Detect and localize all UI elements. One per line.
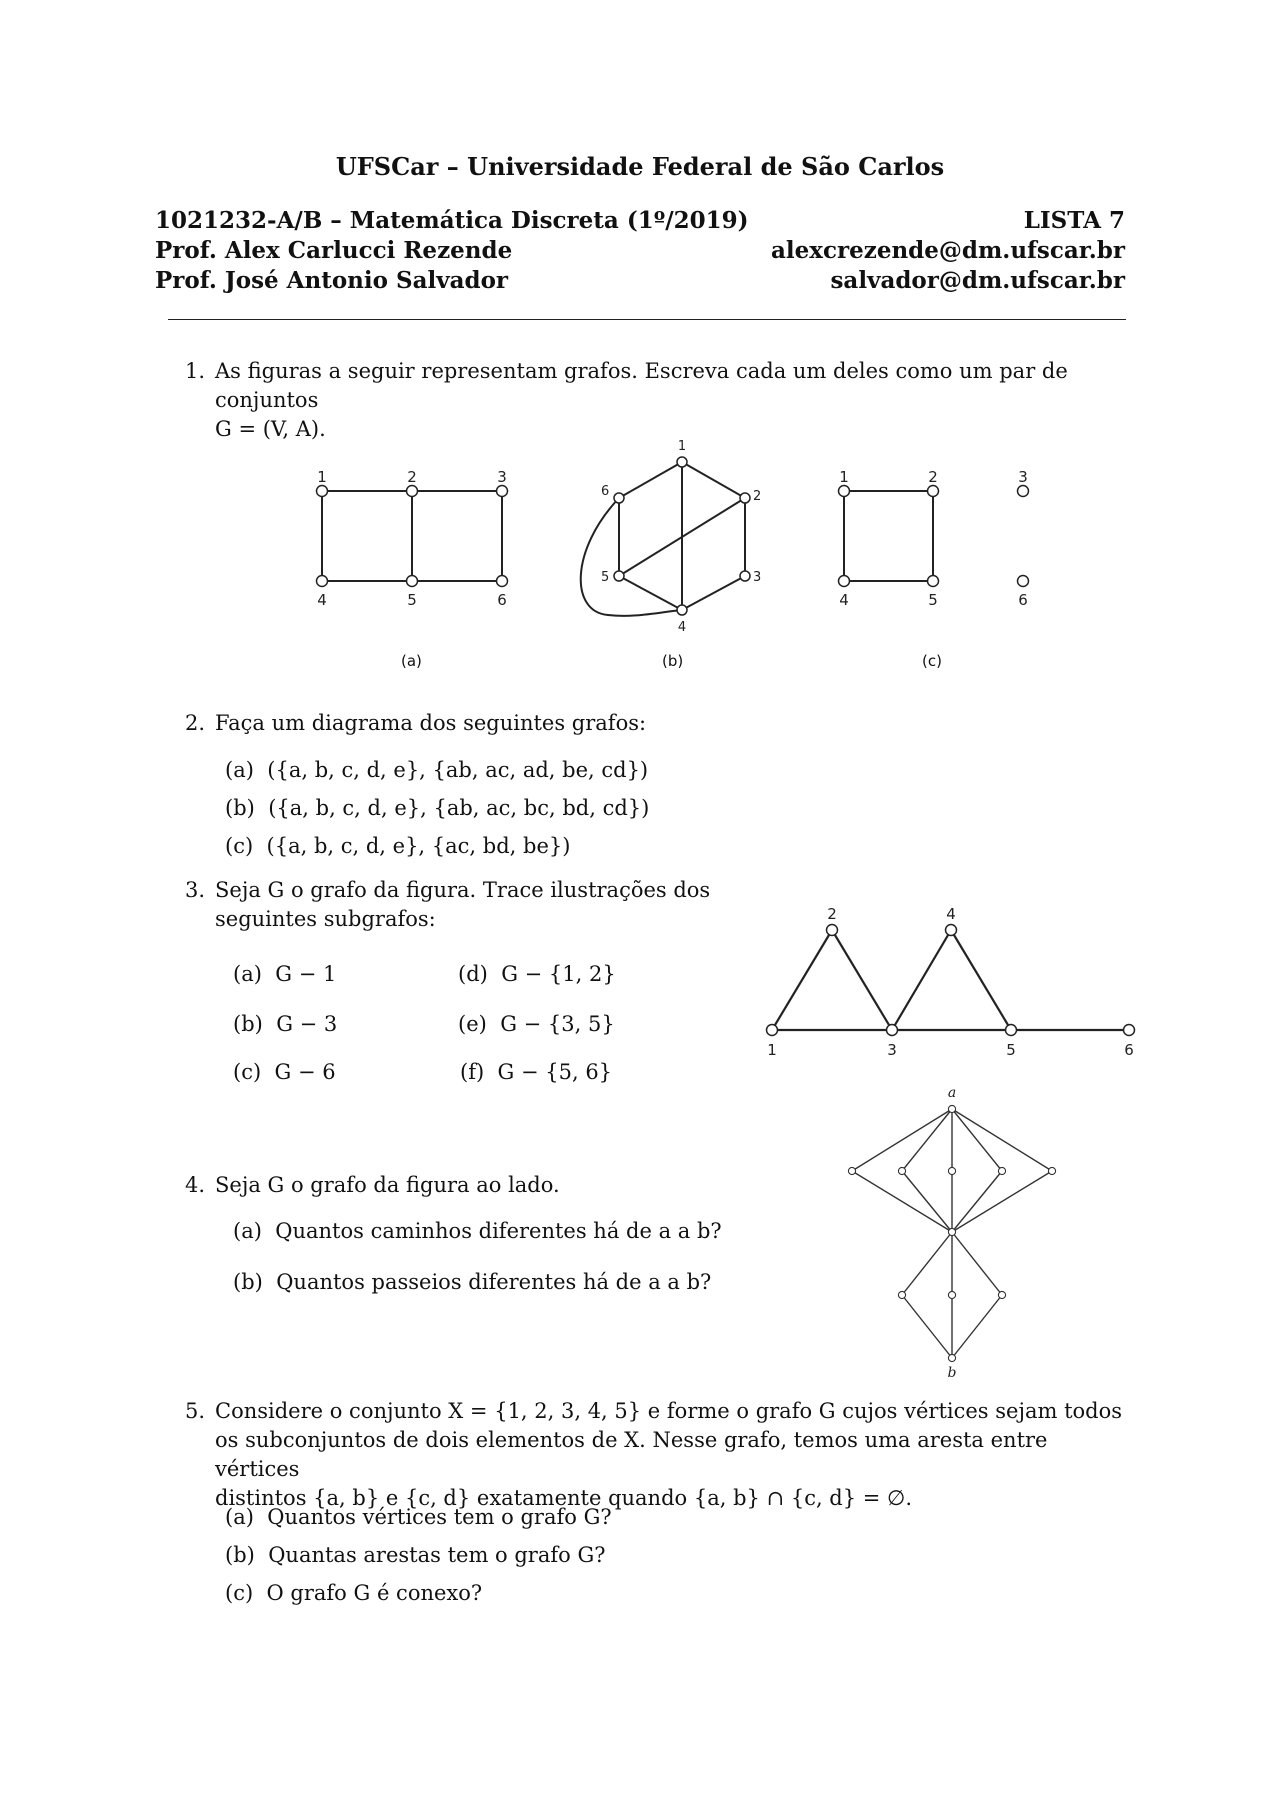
graph-c-label-3: 3 bbox=[1018, 468, 1028, 486]
course-title: 1021232-A/B – Matemática Discreta (1º/2019) bbox=[155, 207, 749, 234]
q2-number: 2. bbox=[185, 711, 206, 735]
graph-a-vertex-2 bbox=[407, 486, 418, 497]
q5-item-b: (b) Quantas arestas tem o grafo G? bbox=[225, 1543, 606, 1567]
graph-a-label-2: 2 bbox=[407, 468, 417, 486]
header-right bbox=[771, 206, 1125, 296]
q4-vertex-b bbox=[948, 1354, 955, 1361]
q4-item-a: (a) Quantos caminhos diferentes há de a a b? bbox=[233, 1219, 722, 1243]
q2-item-c-label: (c) bbox=[225, 834, 254, 858]
graph-a-vertex-3 bbox=[497, 486, 508, 497]
q3-item-f: (f) G − {5, 6} bbox=[460, 1060, 613, 1084]
q3-vertex-3 bbox=[887, 1025, 898, 1036]
graph-c bbox=[839, 468, 1029, 609]
q3-label-6: 6 bbox=[1124, 1041, 1134, 1059]
graph-c-vertex-5 bbox=[928, 576, 939, 587]
graph-c-label-4: 4 bbox=[839, 591, 849, 609]
graph-c-vertex-3 bbox=[1018, 486, 1029, 497]
header-divider bbox=[168, 319, 1126, 320]
q2-item-a-text: ({a, b, c, d, e}, {ab, ac, ad, be, cd}) bbox=[267, 758, 649, 782]
q3-vertex-5 bbox=[1006, 1025, 1017, 1036]
caption-b: (b) bbox=[662, 652, 684, 670]
q1-line1: As figuras a seguir representam grafos. Escreva cada um deles como um par de conjuntos bbox=[215, 359, 1068, 412]
q4-vertex-a bbox=[948, 1105, 955, 1112]
q3-item-a: (a) G − 1 bbox=[233, 962, 337, 986]
q5-line1: Considere o conjunto X = {1, 2, 3, 4, 5} e forme o grafo G cujos vértices sejam todos bbox=[215, 1399, 1123, 1423]
q5-line3: distintos {a, b} e {c, d} exatamente quando {a, b} ∩ {c, d} = ∅. bbox=[215, 1486, 913, 1510]
q4-vertex bbox=[948, 1167, 955, 1174]
caption-a: (a) bbox=[401, 652, 422, 670]
q4-label-a: a bbox=[947, 1085, 957, 1101]
q3-label-2: 2 bbox=[827, 905, 837, 923]
graph-a-vertex-1 bbox=[317, 486, 328, 497]
q1-line2: G = (V, A). bbox=[215, 417, 326, 441]
q5-text bbox=[215, 1397, 1130, 1513]
q3-item-d: (d) G − {1, 2} bbox=[458, 962, 616, 986]
q3-label-3: 3 bbox=[887, 1041, 897, 1059]
q4-vertex bbox=[898, 1167, 905, 1174]
q2-item-b-label: (b) bbox=[225, 796, 255, 820]
header-left bbox=[155, 206, 749, 296]
q1-number: 1. bbox=[185, 359, 206, 383]
graph-c-label-1: 1 bbox=[839, 468, 849, 486]
q4-vertex bbox=[898, 1291, 905, 1298]
graph-c-label-5: 5 bbox=[928, 591, 938, 609]
q2-item-a-label: (a) bbox=[225, 758, 254, 782]
q1-figures bbox=[0, 430, 1280, 680]
caption-c: (c) bbox=[922, 652, 942, 670]
q3-figure bbox=[740, 890, 1140, 1070]
graph-c-vertex-2 bbox=[928, 486, 939, 497]
q3-number: 3. bbox=[185, 878, 206, 902]
q5-item-c: (c) O grafo G é conexo? bbox=[225, 1581, 483, 1605]
graph-a-vertex-4 bbox=[317, 576, 328, 587]
graph-b-vertex-4 bbox=[677, 605, 687, 615]
email-2: salvador@dm.ufscar.br bbox=[830, 267, 1125, 294]
q3-label-1: 1 bbox=[767, 1041, 777, 1059]
q3-item-c: (c) G − 6 bbox=[233, 1060, 336, 1084]
graph-b-vertex-6 bbox=[614, 493, 624, 503]
graph-a-vertex-5 bbox=[407, 576, 418, 587]
graph-a bbox=[317, 468, 508, 609]
graph-b-label-6: 6 bbox=[601, 484, 610, 499]
graph-a-label-4: 4 bbox=[317, 591, 327, 609]
q5-line2: os subconjuntos de dois elementos de X. Nesse grafo, temos uma aresta entre vértices bbox=[215, 1428, 1048, 1481]
email-1: alexcrezende@dm.ufscar.br bbox=[771, 237, 1125, 264]
q3-label-4: 4 bbox=[946, 905, 956, 923]
graph-b-label-3: 3 bbox=[753, 570, 762, 585]
q2-text: Faça um diagrama dos seguintes grafos: bbox=[215, 711, 647, 735]
q4-number: 4. bbox=[185, 1173, 206, 1197]
q3-vertex-6 bbox=[1124, 1025, 1135, 1036]
graph-b-label-5: 5 bbox=[601, 570, 610, 585]
professor-2: Prof. José Antonio Salvador bbox=[155, 267, 509, 294]
q2-item-c-text: ({a, b, c, d, e}, {ac, bd, be}) bbox=[266, 834, 571, 858]
graph-a-label-3: 3 bbox=[497, 468, 507, 486]
graph-b-label-1: 1 bbox=[677, 439, 687, 454]
graph-a-label-5: 5 bbox=[407, 591, 417, 609]
graph-b-vertex-2 bbox=[740, 493, 750, 503]
q3-line1: Seja G o grafo da figura. Trace ilustrações dos bbox=[215, 878, 711, 902]
q2-item-b bbox=[225, 794, 649, 823]
q3-vertex-2 bbox=[827, 925, 838, 936]
graph-a-label-1: 1 bbox=[317, 468, 327, 486]
graph-a-vertex-6 bbox=[497, 576, 508, 587]
graph-b-vertex-3 bbox=[740, 571, 750, 581]
q3-line2: seguintes subgrafos: bbox=[215, 907, 436, 931]
q4-item-b: (b) Quantos passeios diferentes há de a a b? bbox=[233, 1270, 712, 1294]
graph-c-vertex-6 bbox=[1018, 576, 1029, 587]
q3-item-b: (b) G − 3 bbox=[233, 1012, 338, 1036]
graph-b-label-2: 2 bbox=[753, 489, 762, 504]
q4-vertex bbox=[1048, 1167, 1055, 1174]
graph-b-label-4: 4 bbox=[677, 620, 687, 635]
q4-label-b: b bbox=[947, 1365, 957, 1380]
graph-c-label-2: 2 bbox=[928, 468, 938, 486]
q2-item-b-text: ({a, b, c, d, e}, {ab, ac, bc, bd, cd}) bbox=[268, 796, 650, 820]
professor-1: Prof. Alex Carlucci Rezende bbox=[155, 237, 513, 264]
q4-text: Seja G o grafo da figura ao lado. bbox=[215, 1173, 560, 1197]
q4-vertex-middle bbox=[948, 1228, 955, 1235]
q4-vertex bbox=[848, 1167, 855, 1174]
university-title: UFSCar – Universidade Federal de São Carlos bbox=[335, 152, 945, 181]
q3-text bbox=[215, 876, 710, 934]
list-title: LISTA 7 bbox=[1023, 207, 1125, 234]
graph-a-label-6: 6 bbox=[497, 591, 507, 609]
q4-vertex bbox=[998, 1291, 1005, 1298]
q4-vertex bbox=[948, 1291, 955, 1298]
graph-b bbox=[581, 439, 762, 635]
graph-c-vertex-4 bbox=[839, 576, 850, 587]
q4-figure bbox=[830, 1080, 1070, 1380]
q5-item-a: (a) Quantos vértices tem o grafo G? bbox=[225, 1505, 612, 1529]
graph-b-vertex-1 bbox=[677, 457, 687, 467]
q3-vertex-1 bbox=[767, 1025, 778, 1036]
q2-item-a bbox=[225, 756, 648, 785]
q2-item-c bbox=[225, 832, 570, 861]
graph-c-vertex-1 bbox=[839, 486, 850, 497]
q4-vertex bbox=[998, 1167, 1005, 1174]
q3-label-5: 5 bbox=[1006, 1041, 1016, 1059]
graph-b-vertex-5 bbox=[614, 571, 624, 581]
q5-number: 5. bbox=[185, 1399, 206, 1423]
q3-vertex-4 bbox=[946, 925, 957, 936]
q3-item-e: (e) G − {3, 5} bbox=[458, 1012, 615, 1036]
graph-c-label-6: 6 bbox=[1018, 591, 1028, 609]
